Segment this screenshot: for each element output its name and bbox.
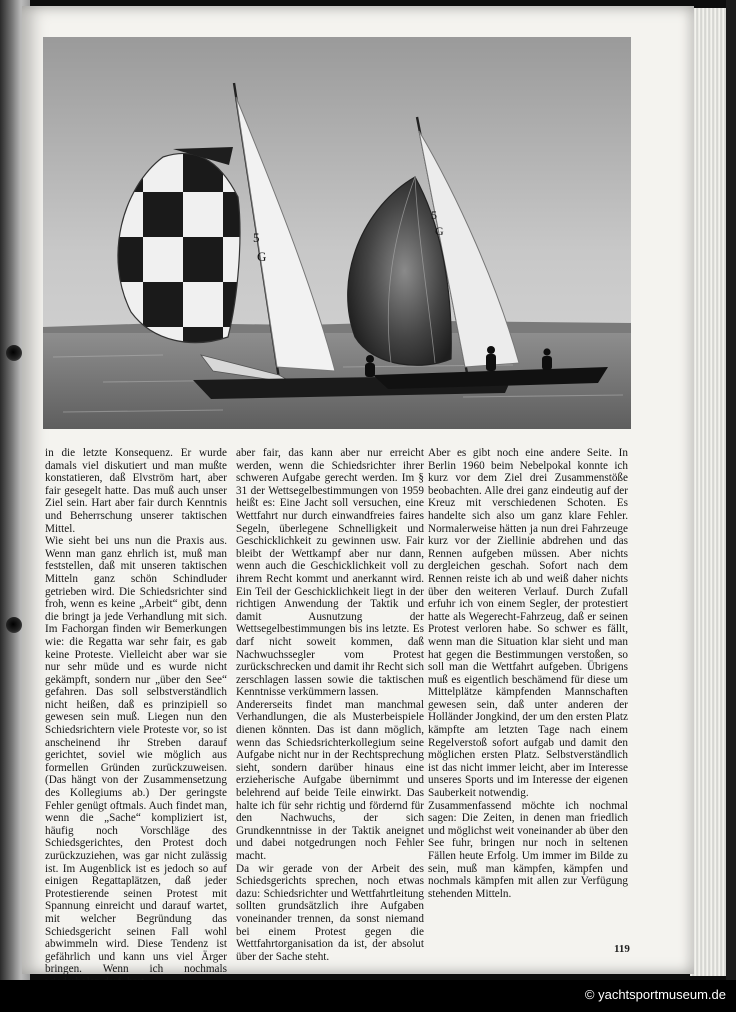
page-number: 119: [614, 943, 630, 955]
sail-number: 5: [431, 208, 437, 222]
sailing-photo: [43, 37, 631, 429]
article-column-3: [428, 447, 628, 900]
sail-number: 5: [253, 230, 260, 245]
article-column-2: [236, 447, 424, 963]
binding-hole-icon: [6, 345, 22, 361]
paragraph: Da wir gerade von der Arbeit des Schiedsgerichts sprechen, noch etwas dazu: Schiedsrichter und Wettfahrtleitung sollten grundsätzlich ihre Aufgaben voneinander trennen, da sonst niemand bei einem Protest gegen die Wettfahrtorganisation da ist, der absolut über der Sache steht.: [236, 862, 424, 963]
sail-number: G: [435, 224, 444, 238]
paragraph: aber fair, das kann aber nur erreicht werden, wenn die Schiedsrichter ihrer schweren Aufgabe gerecht werden. Im § 31 der Wettsegelbestimmungen von 1959 heißt es: Eine Jacht soll versuchen, eine Wettfahrt nur durch einwandfreies faires Segeln, überlegene Schnelligkeit und Geschicklichkeit zu gewinnen usw. Fair bleibt der Wettkampf aber nur dann, wenn auch die Geschicklichkeit voll zu ihrem Recht kommt und anerkannt wird. Ein Teil der Geschicklichkeit liegt in der richtigen Anwendung der Taktik und damit Ausnutzung der Wettsegelbestimmungen bis ins letzte. Es darf nicht soweit kommen, daß Nachwuchssegler vom Protest zurückschrecken und damit ihr Recht sich zerschlagen lassen sowie die taktischen Kenntnisse verkümmern lassen.: [236, 447, 424, 699]
book-cover-edge: [726, 0, 736, 1012]
paragraph: Andererseits findet man manchmal Verhandlungen, die als Musterbeispiele dienen könnten. Das ist dann möglich, wenn das Schiedsrichterkollegium seine Aufgabe nicht nur in der Rechtsprechung sieht, sondern darüber hinaus eine erzieherische Aufgabe übernimmt und belehrend auf beide Teile einwirkt. Das halte ich für sehr richtig und fördernd für den Nachwuchs, der sich Grundkenntnisse in der Taktik aneignet und dabei notgedrungen noch Fehler macht.: [236, 698, 424, 862]
paragraph: Wie sieht bei uns nun die Praxis aus. Wenn man ganz ehrlich ist, muß man feststellen, daß mit unseren taktischen Mitteln ganz schön Schindluder getrieben wird. Die Schiedsrichter sind froh, wenn es keine „Arbeit“ gibt, denn die bringt ja jede Verhandlung mit sich. Im Fachorgan finden wir Bemerkungen wie: die Regatta war sehr fair, es gab keine Proteste. Vielleicht aber war sie nur sehr müde und es wurde nicht gekämpft, sondern nur „über den See“ gefahren. Das soll selbstverständlich nicht heißen, daß es prinzipiell so gewesen sein muß. Liegen nun den Schiedsrichtern viele Proteste vor, so ist anscheinend ihr Streben darauf gerichtet, soviel wie möglich aus formellen Gründen zurückzuweisen. (Das hängt von der Zusammensetzung des Kollegiums ab.) Der geringste Fehler genügt oftmals. Auch findet man, wenn die „Sache“ kompliziert ist, häufig noch Vorschläge des Schiedsgerichtes, den Protest doch zurückzuziehen, was gar nicht zulässig ist. Im Augenblick ist es jedoch so auf einigen Regattaplätzen, daß jeder Protestierende seinen Protest mit Spannung einreicht und darauf wartet, mit welcher Begründung das Schiedsgericht seinen Fall wohl abwimmeln wird. Diese Tendenz ist gefährlich und kann uns viel Ärger bringen. Wenn ich nochmals: [45, 535, 227, 976]
binding-hole-icon: [6, 617, 22, 633]
paragraph: in die letzte Konsequenz. Er wurde damals viel diskutiert und man mußte konstatieren, daß Elvström hart, aber fair gesegelt hatte. Das muß auch unser Ziel sein. Hart aber fair durch Kenntnis und Beherrschung unserer taktischen Mittel.: [45, 447, 227, 535]
article-column-1: [45, 447, 227, 989]
sail-number: G: [257, 249, 267, 264]
paragraph: Zusammenfassend möchte ich nochmal sagen: Die Zeiten, in denen man friedlich und möglichst weit voneinander ab über den See fuhr, bringen nur noch in seltenen Fällen heute Erfolg. Um immer im Bilde zu sein, muß man kämpfen, kämpfen und nochmals kämpfen mit allen zur Verfügung stehenden Mitteln.: [428, 799, 628, 900]
page-stack-edge: [690, 8, 726, 976]
paragraph: Aber es gibt noch eine andere Seite. In Berlin 1960 beim Nebelpokal konnte ich kurz vor dem Ziel drei Zusammenstöße beobachten. Alle drei ganz eindeutig auf der Kreuz mit verschiedenen Schoten. Es handelte sich also um ganz klare Fehler. Normalerweise hätten ja nun drei Fahrzeuge kurz vor der Ziellinie abdrehen und das Rennen aufgeben müssen. Aber nichts dergleichen geschah. Sofort nach dem Rennen reiste ich ab und weiß daher nichts über den weiteren Verlauf. Durch Zufall erfuhr ich von einem Segler, der protestiert hatte als Wegerecht-Fahrzeug, daß er seinen Protest verloren habe. So schwer es fällt, wenn man die Situation klar sieht und man hat gegen die Bestimmungen verstoßen, so soll man die Wettfahrt aufgeben. Übrigens muß es eigentlich beschämend für diese um Mittelplätze kämpfenden Mannschaften gewesen sein, daß unter anderen der Holländer Jongkind, der um den ersten Platz kämpfte am letzten Tage nach einem Regelverstoß sofort aufgab und damit den möglichen ersten Platz. Selbstverständlich ist das nicht immer leicht, aber im Interesse unseres Sports und im Interesse der eigenen Sauberkeit notwendig.: [428, 447, 628, 800]
watermark: © yachtsportmuseum.de: [584, 987, 726, 1002]
